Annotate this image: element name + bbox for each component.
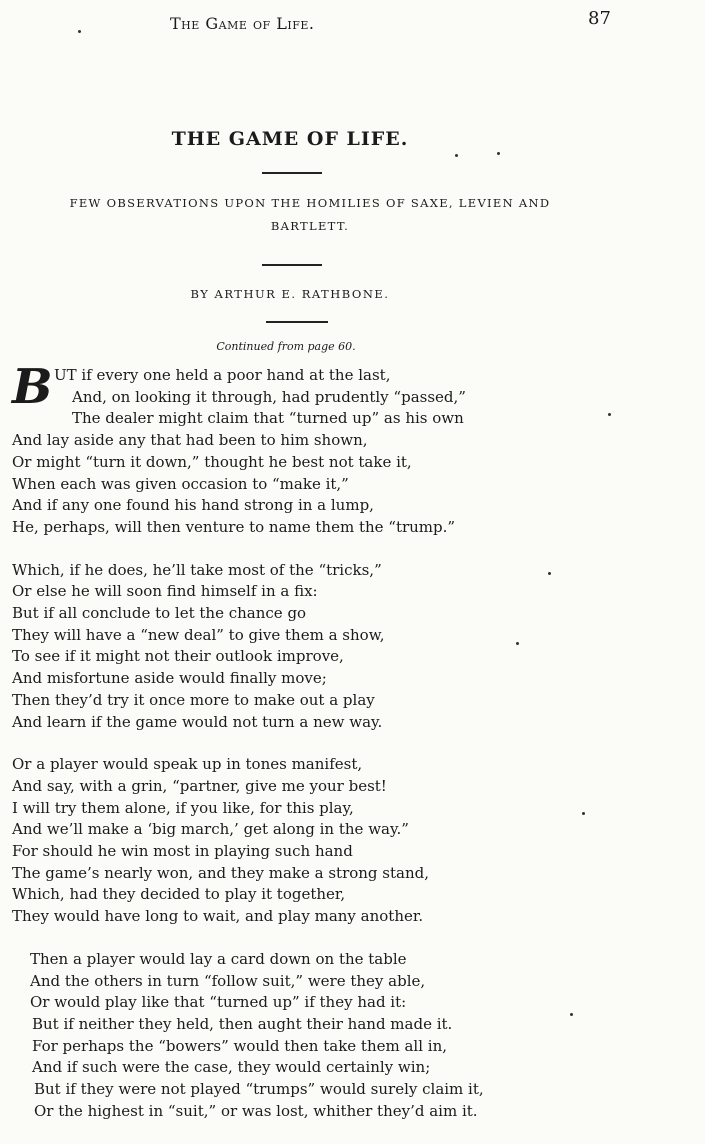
- page-number: 87: [588, 8, 611, 29]
- print-speck: [570, 1013, 573, 1016]
- continued-note: Continued from page 60.: [216, 340, 356, 353]
- poem-line: And if any one found his hand strong in a lump,: [12, 496, 374, 515]
- poem-line: And misfortune aside would finally move;: [12, 669, 327, 688]
- poem-line: For perhaps the “bowers” would then take them all in,: [32, 1036, 448, 1055]
- drop-cap: B: [12, 359, 53, 415]
- poem-line: And lay aside any that had been to him shown,: [12, 431, 368, 450]
- poem-line: The game’s nearly won, and they make a strong stand,: [12, 863, 429, 882]
- poem-line: The dealer might claim that “turned up” as his own: [72, 409, 464, 428]
- poem-line: To see if it might not their outlook improve,: [12, 647, 344, 666]
- article-title: THE GAME OF LIFE.: [171, 128, 409, 150]
- subtitle-line-1: FEW OBSERVATIONS UPON THE HOMILIES OF SAXE, LEVIEN AND: [69, 196, 551, 210]
- poem-line: And, on looking it through, had prudently “passed,”: [72, 387, 466, 406]
- poem-line: And if such were the case, they would certainly win;: [32, 1058, 431, 1077]
- stanza-3: [12, 754, 612, 928]
- poem-line: They would have long to wait, and play many another.: [12, 907, 424, 926]
- poem-line: And we’ll make a ‘big march,’ get along in the way.”: [12, 820, 409, 839]
- poem-line: But if they were not played “trumps” would surely claim it,: [34, 1080, 484, 1099]
- byline-rule: [266, 321, 328, 323]
- print-speck: [582, 812, 585, 815]
- poem-line: But if all conclude to let the chance go: [12, 604, 307, 623]
- print-speck: [608, 413, 611, 416]
- poem-line: He, perhaps, will then venture to name them the “trump.”: [12, 517, 456, 536]
- poem-line: And learn if the game would not turn a new way.: [12, 712, 383, 731]
- print-speck: [497, 152, 500, 155]
- article-subtitle: [0, 192, 620, 238]
- subtitle-line-2: BARTLETT.: [270, 219, 350, 233]
- byline: BY ARTHUR E. RATHBONE.: [190, 287, 390, 301]
- poem-line: Or a player would speak up in tones manifest,: [12, 755, 363, 774]
- poem-line: Then a player would lay a card down on the table: [30, 949, 407, 968]
- print-speck: [78, 30, 81, 33]
- poem-line: UT if every one held a poor hand at the last,: [54, 366, 391, 384]
- title-rule: [262, 172, 322, 174]
- stanza-4: [12, 949, 612, 1123]
- print-speck: [455, 154, 458, 157]
- poem-line: Or else he will soon find himself in a fix:: [12, 582, 318, 601]
- poem: [12, 359, 612, 1144]
- poem-line: I will try them alone, if you like, for this play,: [12, 798, 354, 817]
- poem-line: But if neither they held, then aught their hand made it.: [32, 1014, 453, 1033]
- poem-line: Or the highest in “suit,” or was lost, whither they’d aim it.: [34, 1101, 478, 1120]
- subtitle-rule: [262, 264, 322, 266]
- print-speck: [548, 572, 551, 575]
- poem-line: And say, with a grin, “partner, give me your best!: [12, 776, 387, 795]
- poem-line: When each was given occasion to “make it,”: [12, 474, 349, 493]
- poem-line: Or would play like that “turned up” if they had it:: [30, 993, 407, 1012]
- poem-line: Which, if he does, he’ll take most of the “tricks,”: [12, 560, 382, 579]
- poem-line: And the others in turn “follow suit,” were they able,: [30, 971, 426, 990]
- running-head: The Game of Life.: [170, 14, 315, 33]
- poem-line: Then they’d try it once more to make out a play: [12, 690, 375, 709]
- poem-line: Which, had they decided to play it together,: [12, 885, 346, 904]
- print-speck: [516, 642, 519, 645]
- poem-line: Or might “turn it down,” thought he best not take it,: [12, 452, 412, 471]
- stanza-1: [12, 359, 612, 539]
- stanza-2: [12, 560, 612, 734]
- poem-line: For should he win most in playing such hand: [12, 842, 353, 861]
- poem-line: They will have a “new deal” to give them a show,: [12, 625, 385, 644]
